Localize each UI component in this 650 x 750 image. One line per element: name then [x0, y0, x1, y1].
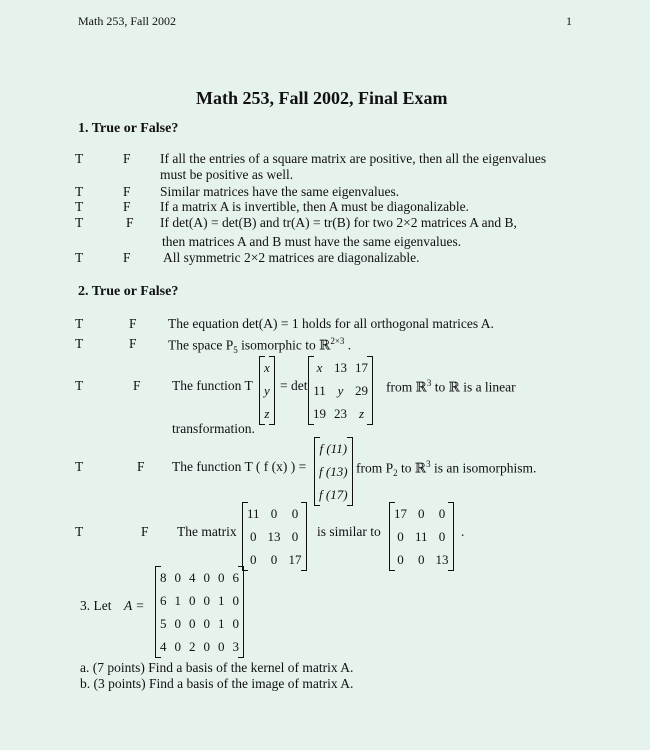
false-choice[interactable]: F: [137, 459, 145, 474]
false-choice[interactable]: F: [141, 524, 149, 539]
matrix-entry: 13: [267, 528, 281, 544]
matrix-entry: 0: [232, 615, 239, 631]
matrix-entry: 17: [355, 359, 368, 375]
matrix-entry: 23: [334, 405, 347, 421]
matrix-entry: 0: [270, 551, 278, 567]
matrix-entry: z: [358, 405, 365, 421]
page-number: 1: [566, 14, 572, 28]
statement-part: from P: [356, 460, 394, 476]
matrix-entry: 0: [418, 551, 425, 567]
matrix-entry: 13: [334, 359, 347, 375]
matrix-entry: 0: [203, 592, 210, 608]
true-choice[interactable]: T: [75, 524, 84, 539]
statement-text: If det(A) = det(B) and tr(A) = tr(B) for two 2×2 matrices A and B,: [160, 215, 517, 230]
function-label: The function T ( f (x) ) =: [172, 459, 307, 474]
matrix-entry: 11: [415, 528, 428, 544]
matrix-entry: 1: [174, 592, 181, 608]
false-choice[interactable]: F: [123, 184, 131, 199]
matrix-entry: 2: [189, 638, 196, 654]
statement-text: must be positive as well.: [160, 167, 294, 182]
matrix-entry: 4: [160, 638, 167, 654]
statement-part: to ℝ: [397, 460, 427, 476]
matrix-entry: 6: [232, 569, 239, 585]
superscript: 2×3: [330, 336, 345, 346]
matrix-entry: 0: [174, 569, 181, 585]
true-choice[interactable]: T: [75, 215, 84, 230]
vector-entry: f (13): [319, 463, 348, 479]
matrix-entry: 0: [232, 592, 239, 608]
matrix-entry: 0: [218, 638, 225, 654]
page-title: Math 253, Fall 2002, Final Exam: [196, 88, 448, 108]
vector-entry: y: [264, 382, 270, 398]
statement-text: If a matrix A is invertible, then A must be diagonalizable.: [160, 199, 469, 214]
statement-text: All symmetric 2×2 matrices are diagonalizable.: [163, 250, 420, 265]
true-choice[interactable]: T: [75, 336, 84, 351]
vector-entry: z: [264, 405, 270, 421]
true-choice[interactable]: T: [75, 459, 84, 474]
period: .: [461, 524, 465, 539]
true-choice[interactable]: T: [75, 184, 84, 199]
matrix-entry: 0: [397, 551, 404, 567]
matrix-entry: 0: [203, 569, 210, 585]
statement-text: transformation.: [172, 421, 255, 436]
matrix-entry: 0: [189, 592, 196, 608]
matrix-entry: 1: [218, 615, 225, 631]
vector-entry: x: [264, 359, 270, 375]
matrix-entry: 11: [247, 505, 260, 521]
false-choice[interactable]: F: [129, 336, 137, 351]
matrix-entry: 5: [160, 615, 167, 631]
true-choice[interactable]: T: [75, 199, 84, 214]
matrix-entry: 8: [160, 569, 167, 585]
equals-det: = det: [280, 378, 308, 393]
matrix-a: [155, 566, 244, 658]
statement-part: isomorphic to ℝ: [237, 337, 331, 353]
statement-part: .: [344, 337, 352, 353]
false-choice[interactable]: F: [126, 215, 134, 230]
statement-part: is an isomorphism.: [430, 460, 537, 476]
matrix-entry: 0: [291, 528, 299, 544]
false-choice[interactable]: F: [133, 378, 141, 393]
vector-entry: f (11): [319, 440, 348, 456]
statement-text: [356, 459, 536, 478]
section2-heading: 2. True or False?: [78, 284, 179, 299]
subscript: 5: [233, 345, 238, 356]
false-choice[interactable]: F: [123, 250, 131, 265]
true-choice[interactable]: T: [75, 316, 84, 331]
matrix-entry: 0: [438, 505, 446, 521]
statement-text: Similar matrices have the same eigenvalues.: [160, 184, 400, 199]
matrix-entry: 6: [160, 592, 167, 608]
matrix-entry: 0: [174, 638, 181, 654]
matrix-entry: 0: [397, 528, 404, 544]
matrix-entry: 11: [313, 382, 326, 398]
matrix-label: The matrix: [177, 524, 237, 539]
section1-heading: 1. True or False?: [78, 121, 179, 136]
vector-entry: f (17): [319, 486, 348, 502]
subscript: 2: [393, 468, 398, 479]
statement-text: If all the entries of a square matrix are positive, then all the eigenvalues: [160, 151, 547, 166]
determinant-matrix: [308, 356, 373, 425]
part-b: b. (3 points) Find a basis of the image of matrix A.: [80, 676, 354, 691]
matrix-entry: 0: [438, 528, 446, 544]
diagonal-matrix-2: [389, 502, 454, 571]
statement-text: [386, 378, 516, 396]
function-label: The function T: [172, 378, 253, 393]
superscript: 3: [426, 378, 432, 388]
false-choice[interactable]: F: [123, 151, 131, 166]
function-vector: [314, 437, 353, 506]
matrix-entry: 0: [270, 505, 278, 521]
matrix-entry: 29: [355, 382, 368, 398]
matrix-entry: 0: [218, 569, 225, 585]
matrix-entry: 13: [435, 551, 449, 567]
true-choice[interactable]: T: [75, 250, 84, 265]
matrix-entry: x: [316, 359, 323, 375]
true-choice[interactable]: T: [75, 378, 84, 393]
false-choice[interactable]: F: [123, 199, 131, 214]
matrix-entry: 0: [250, 551, 257, 567]
matrix-entry: y: [337, 382, 344, 398]
statement-part: The space P: [168, 337, 234, 353]
matrix-entry: 0: [189, 615, 196, 631]
part-a: a. (7 points) Find a basis of the kernel of matrix A.: [80, 660, 354, 675]
diagonal-matrix-1: [242, 502, 307, 571]
matrix-entry: 19: [313, 405, 326, 421]
matrix-entry: 0: [250, 528, 257, 544]
header-left: Math 253, Fall 2002: [78, 14, 176, 28]
false-choice[interactable]: F: [129, 316, 137, 331]
matrix-entry: 17: [288, 551, 302, 567]
matrix-entry: 0: [418, 505, 425, 521]
vector-xyz: [259, 356, 275, 425]
problem3-label: 3. Let: [80, 598, 112, 613]
matrix-variable: A =: [124, 598, 145, 613]
superscript: 3: [426, 459, 431, 469]
true-choice[interactable]: T: [75, 151, 84, 166]
matrix-entry: 0: [203, 638, 210, 654]
matrix-entry: 3: [232, 638, 239, 654]
matrix-entry: 0: [203, 615, 210, 631]
similar-to-text: is similar to: [317, 524, 381, 539]
matrix-entry: 17: [394, 505, 407, 521]
matrix-entry: 4: [189, 569, 196, 585]
statement-text: The equation det(A) = 1 holds for all orthogonal matrices A.: [168, 316, 494, 331]
statement-part: to ℝ is a linear: [431, 379, 516, 395]
matrix-entry: 0: [174, 615, 181, 631]
statement-part: from ℝ: [386, 379, 427, 395]
statement-text: [168, 336, 351, 355]
matrix-entry: 1: [218, 592, 225, 608]
matrix-entry: 0: [291, 505, 299, 521]
statement-text: then matrices A and B must have the same eigenvalues.: [162, 234, 462, 249]
